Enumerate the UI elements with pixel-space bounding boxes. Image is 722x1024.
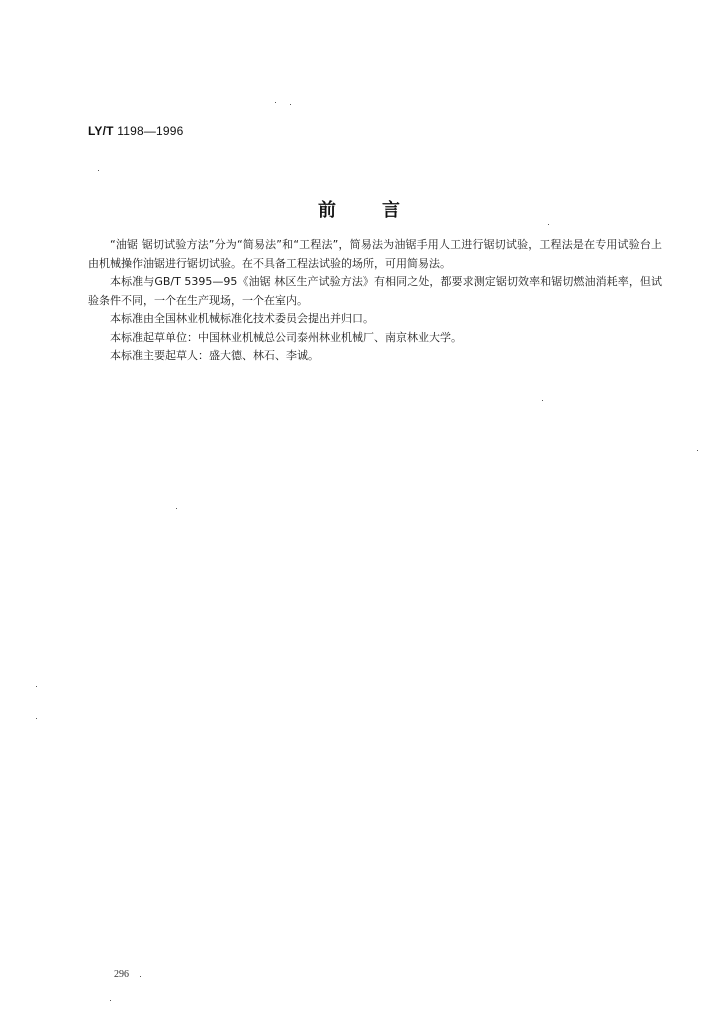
paragraph-related-standard: 本标准与GB/T 5395—95《油锯 林区生产试验方法》有相同之处，都要求测定锯切效率和锯切燃油消耗率，但试验条件不同，一个在生产现场，一个在室内。 [88, 275, 662, 307]
page-number: 296 [114, 969, 129, 980]
body-text [88, 236, 662, 366]
scan-speck [275, 102, 276, 103]
scan-speck [697, 450, 698, 451]
section-title: 前言 [318, 200, 446, 221]
scan-speck [548, 224, 549, 225]
scan-speck [98, 170, 99, 171]
scan-speck [140, 976, 141, 977]
standard-number: 1198—1996 [117, 124, 184, 138]
scan-speck [176, 508, 177, 509]
scan-speck [36, 718, 37, 719]
scan-speck [542, 400, 543, 401]
paragraph-method-overview: “油锯 锯切试验方法”分为“简易法”和“工程法”，简易法为油锯手用人工进行锯切试验，工程法是在专用试验台上由机械操作油锯进行锯切试验。在不具备工程法试验的场所，可用简易法。 [88, 238, 662, 270]
paragraph-drafters: 本标准主要起草人：盛大德、林石、李诚。 [110, 349, 319, 362]
scan-speck [110, 1000, 111, 1001]
scan-speck [290, 104, 291, 105]
paragraph-proposed-by: 本标准由全国林业机械标准化技术委员会提出并归口。 [110, 312, 374, 325]
standard-prefix: LY/T [88, 124, 114, 138]
scan-speck [36, 686, 37, 687]
header-code [88, 124, 184, 138]
paragraph-drafting-units: 本标准起草单位：中国林业机械总公司泰州林业机械厂、南京林业大学。 [110, 330, 462, 344]
